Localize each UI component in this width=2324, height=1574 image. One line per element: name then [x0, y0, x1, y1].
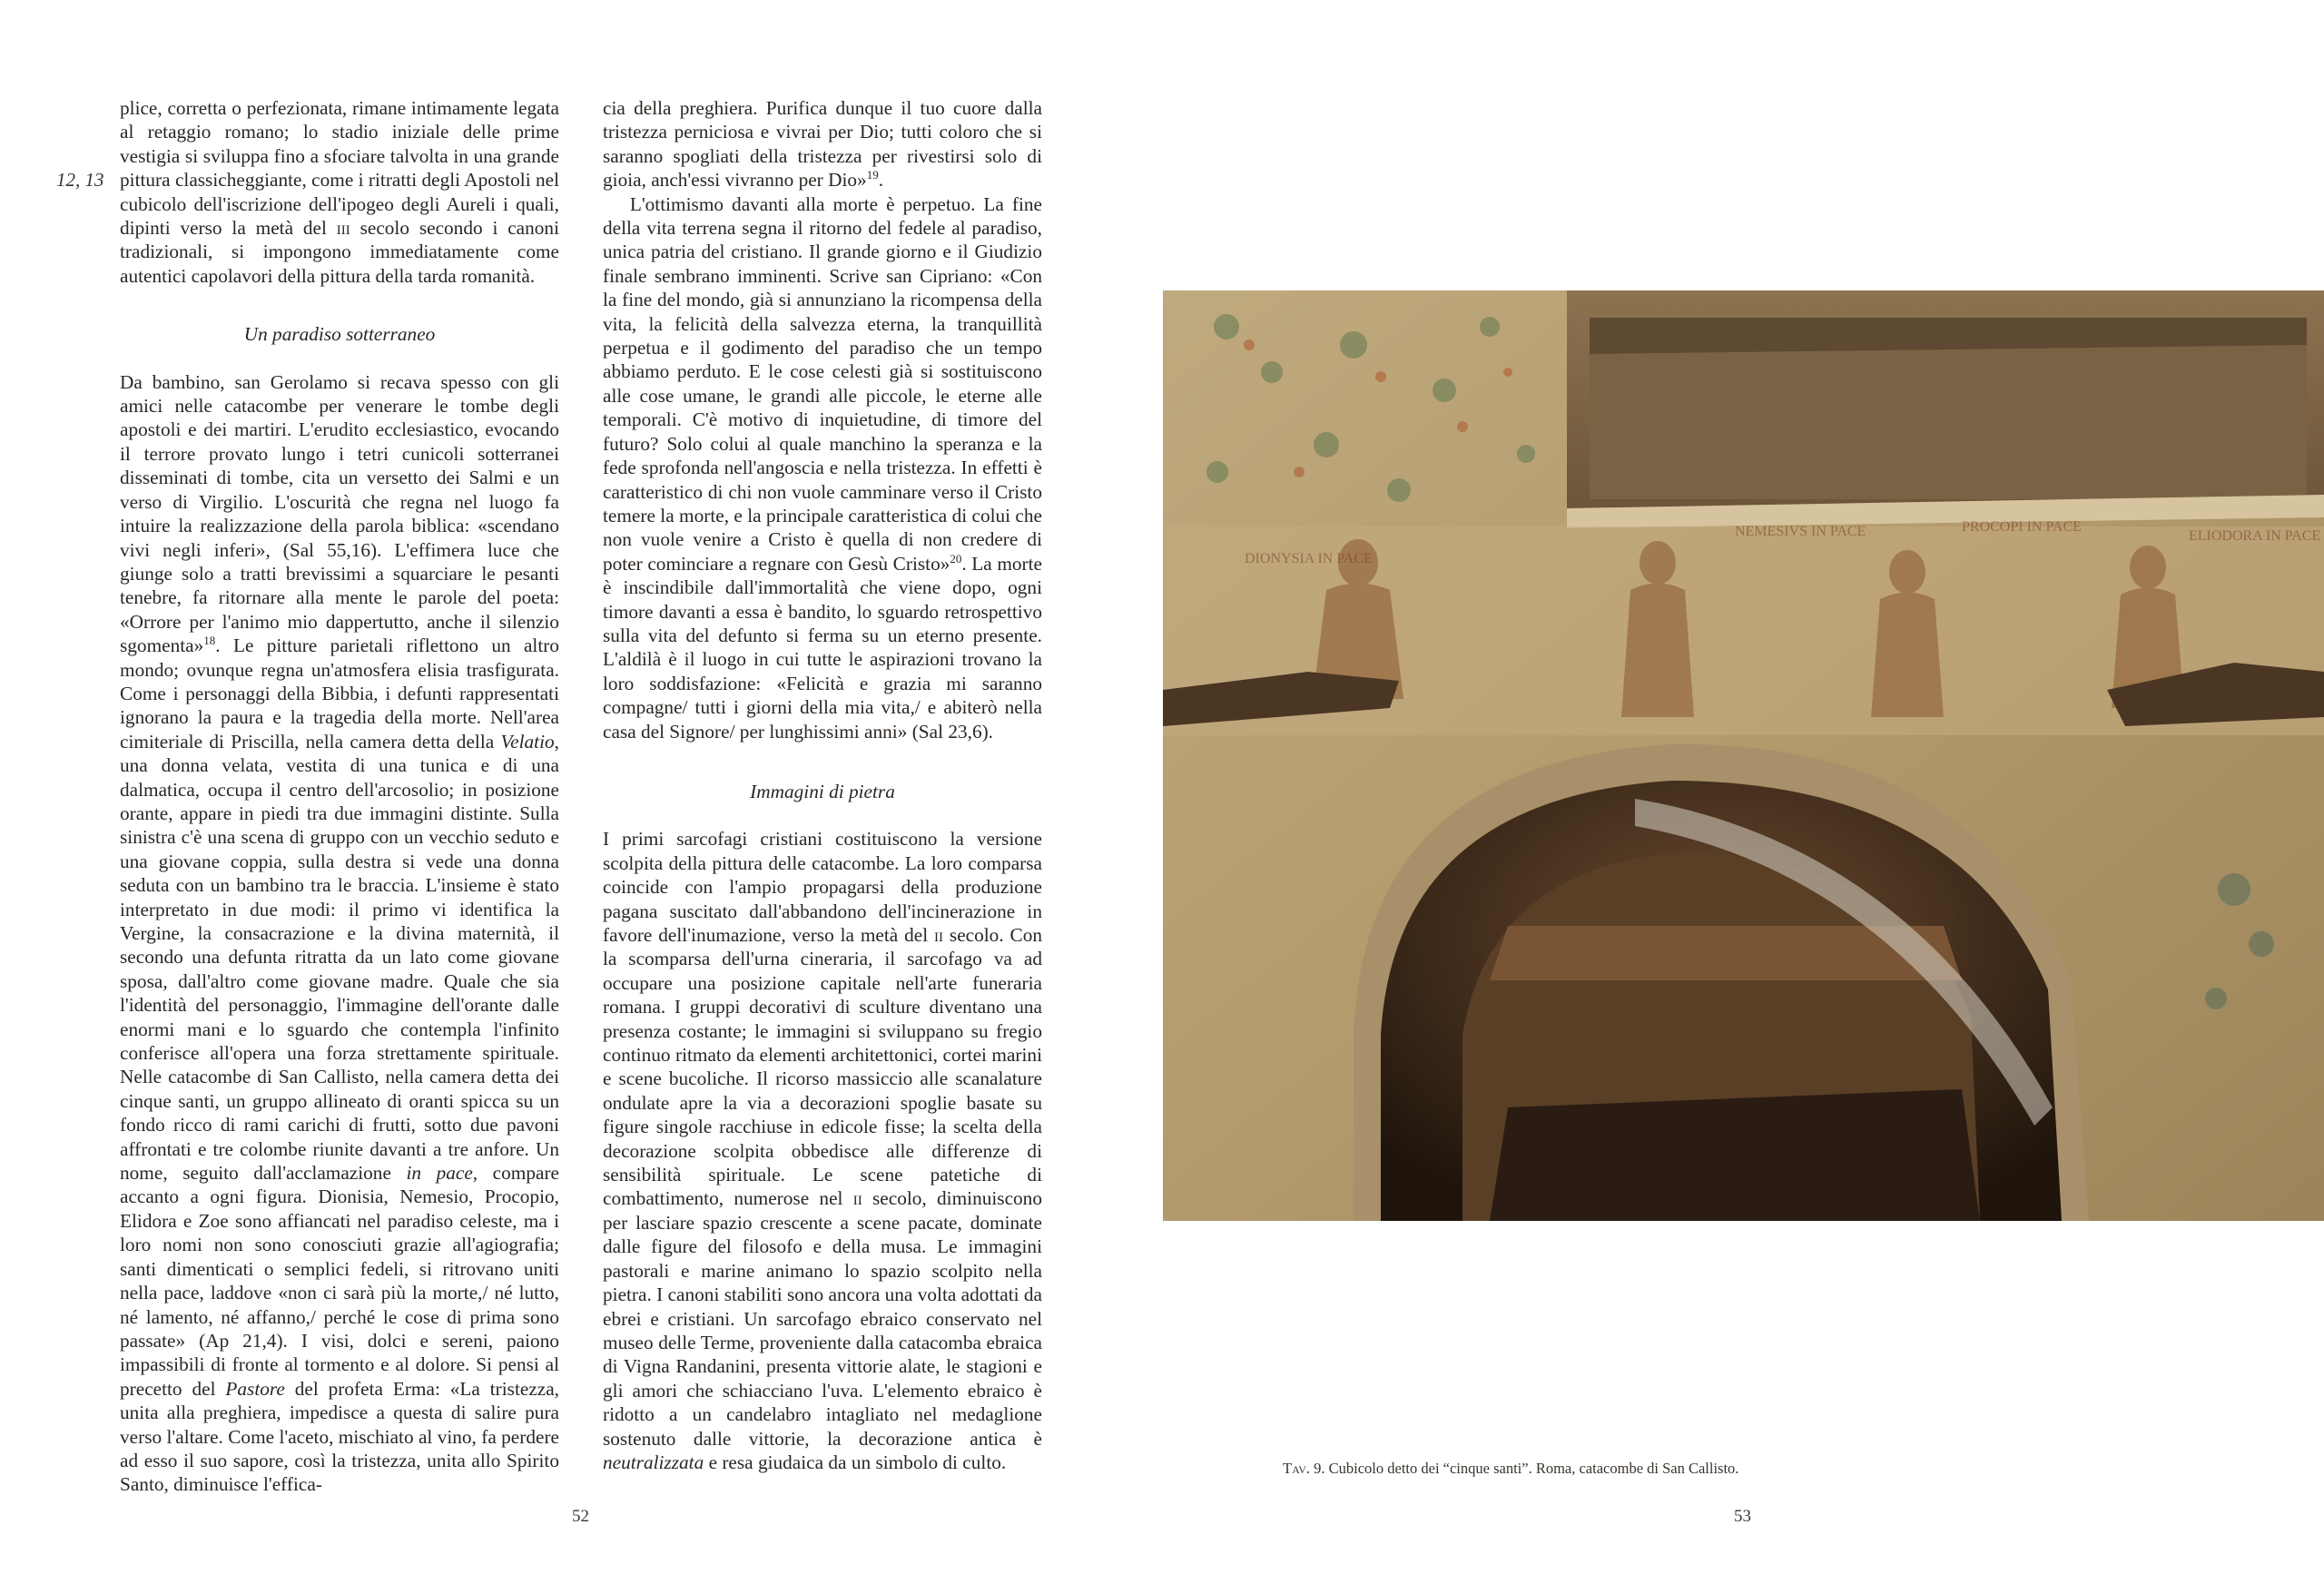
text-column-2	[603, 96, 1042, 1474]
fresco-inscription: DIONYSIA IN PACE	[1245, 551, 1373, 566]
section-heading: Immagini di pietra	[750, 780, 895, 802]
catacomb-fresco-photo	[1163, 290, 2324, 1221]
paragraph: cia della preghiera. Purifica dunque il tuo cuore dalla tristezza perniciosa e vivrai per Dio; tutti coloro che si saranno spogliati della tristezza per rivestirsi solo di gioia, anch'essi vivranno per Dio»$^{19}$.	[603, 97, 1042, 192]
figure-caption: Tav. 9. Cubicolo detto dei “cinque santi”. Roma, catacombe di San Callisto.	[1283, 1460, 1739, 1477]
fresco-inscription: NEMESIVS IN PACE	[1735, 524, 1866, 539]
page-number: 53	[1734, 1507, 1751, 1526]
fresco-inscription: PROCOPI IN PACE	[1962, 519, 2082, 535]
fresco-inscription: ELIODORA IN PACE	[2189, 528, 2321, 544]
paragraph: plice, corretta o perfezionata, rimane intimamente legata al retaggio romano; lo stadio iniziale delle prime vestigia si sviluppa fino a sfociare talvolta in una grande pittura classicheggiante, come i ritratti degli Apostoli nel cubicolo dell'iscrizione dell'ipogeo degli Aureli i quali, dipinti verso la metà del iii secolo secondo i canoni tradizionali, si impongono immediatamente come autentici capolavori della pittura della tarda romanità.	[120, 97, 559, 287]
footnote-ref: 20	[950, 551, 962, 566]
section-heading: Un paradiso sotterraneo	[243, 323, 436, 346]
fresco-illustration	[1163, 290, 2324, 1221]
paragraph: Da bambino, san Gerolamo si recava spesso con gli amici nelle catacombe per venerare le tombe degli apostoli e dei martiri. L'erudito ecclesiastico, evocando il terrore provato lungo i tetri cunicoli sotterranei disseminati di tombe, cita un versetto dei Salmi e un verso di Virgilio. L'oscurità che regna nel luogo fa intuire la realizzazione della parola biblica: «scendano vivi negli inferi», (Sal 55,16). L'effimera luce che giunge solo a tratti brevissimi a squarciare le pesanti tenebre, fa ritornare alla mente le parole del poeta: «Orrore per l'animo mio dappertutto, anche il silenzio sgomenta»$^{18}$. Le pitture parietali riflettono un altro mondo; ovunque regna un'atmosfera elisia trasfigurata. Come i personaggi della Bibbia, i defunti rappresentati ignorano la paura e la tragedia della morte. Nell'area cimiteriale di Priscilla, nella camera detta della Velatio, una donna velata, vestita di una tunica e di una dalmatica, occupa il centro dell'arcosolio; in posizione orante, appare in piedi tra due immagini distinte. Sulla sinistra c'è una scena di gruppo con un vecchio seduto e una giovane coppia, sulla destra si vede una donna seduta con un bambino tra le braccia. L'insieme è stato interpretato in due modi: il primo vi identifica la Vergine, la consacrazione e la divina maternità, il secondo una defunta ritratta da un lato come giovane sposa, dall'altro come giovane madre. Quale che sia l'identità del personaggio, l'immagine dell'orante dalle enormi mani e lo sguardo che contempla l'infinito conferisce all'opera una forza strettamente spirituale. Nelle catacombe di San Callisto, nella camera detta dei cinque santi, un gruppo allineato di oranti spicca su un fondo ricco di rami carichi di frutti, sotto due pavoni affrontati e tre colombe riunite davanti a tre anfore. Un nome, seguito dall'acclamazione in pace, compare accanto a ogni figura. Dionisia, Nemesio, Procopio, Elidora e Zoe sono affiancati nel paradiso celeste, ma i loro nomi non sono conosciuti grazie all'agiografia; santi dimenticati o semplici fedeli, si ritrovano uniti nella pace, laddove «non ci sarà più la morte,/ né lutto, né lamento, né affanno,/ perché le cose di prima sono passate» (Ap 21,4). I visi, dolci e sereni, paiono impassibili di fronte al tormento e al dolore. Si pensi al precetto del Pastore del profeta Erma: «La tristezza, unita alla preghiera, impedisce a questa di salire pura verso l'altare. Come l'aceto, mischiato al vino, fa perdere ad esso il suo sapore, così la tristezza, unita allo Spirito Santo, diminuisce l'effica-	[120, 370, 559, 1496]
footnote-ref: 18	[203, 634, 216, 648]
paragraph: L'ottimismo davanti alla morte è perpetuo. La fine della vita terrena segna il ritorno del fedele al paradiso, unica patria del cristiano. Il grande giorno e il Giudizio finale sembrano imminenti. Scrive san Cipriano: «Con la fine del mondo, già si annunziano la ricompensa della vita, la felicità della salvezza eterna, la tranquillità perpetua e il godimento del paradiso che un tempo abbiamo perduto. E le cose celesti già si sostituiscono alle cose umane, le grandi alle piccole, le eterne alle temporali. C'è motivo di inquietudine, di timore del futuro? Solo colui al quale manchino la speranza e la fede sprofonda nell'angoscia e nella tristezza. In effetti è caratteristico di chi non vuole camminare verso il Cristo temere la morte, e la principale caratteristica di colui che non vuole venire a Cristo è quella di non credere di poter cominciare a regnare con Gesù Cristo»$^{20}$. La morte è inscindibile dall'immortalità che viene dopo, ogni timore davanti a essa è bandito, lo sguardo retrospettivo sulla vita del defunto si ferma su un eterno presente. L'aldilà è il luogo in cui tutte le aspirazioni trovano la loro soddisfazione: «Felicità e grazia mi saranno compagne/ tutti i giorni della mia vita,/ e abiterò nella casa del Signore/ per lunghissimi anni» (Sal 23,6).	[603, 192, 1042, 743]
page-number: 52	[572, 1507, 589, 1526]
footnote-ref: 19	[866, 168, 879, 182]
paragraph: I primi sarcofagi cristiani costituiscono la versione scolpita della pittura delle catacombe. La loro comparsa coincide con l'ampio propagarsi della produzione pagana suscitato dall'abbandono dell'incinerazione in favore dell'inumazione, verso la metà del ii secolo. Con la scomparsa dell'urna cineraria, il sarcofago va ad occupare una posizione capitale nell'arte funeraria romana. I gruppi decorativi di sculture diventano una presenza costante; le immagini si sviluppano su fregio continuo ritmato da elementi architettonici, cortei marini e scene bucoliche. Il ricorso massiccio alle scanalature ondulate apre la via a decorazioni spoglie basate su figure singole racchiuse in edicole fisse; la scelta della decorazione scolpita obbedisce alle differenze di sensibilità spirituale. Le scene patetiche di combattimento, numerose nel ii secolo, diminuiscono per lasciare spazio crescente a scene pacate, dominate dalle figure del filosofo e della musa. Le immagini pastorali e marine animano lo spazio scolpito nella pietra. I canoni stabiliti sono ancora una volta adottati da ebrei e cristiani. Un sarcofago ebraico conservato nel museo delle Terme, proveniente dalla catacomba ebraica di Vigna Randanini, presenta vittorie alate, le stagioni e gli amori che schiacciano l'uva. L'elemento ebraico è ridotto a un candelabro intagliato nel medaglione sostenuto dalle vittorie, la decorazione antica è neutralizzata e resa giudaica da un simbolo di culto.	[603, 828, 1043, 1473]
plate-reference: 12, 13	[56, 169, 104, 191]
text-column-1	[120, 96, 559, 1497]
